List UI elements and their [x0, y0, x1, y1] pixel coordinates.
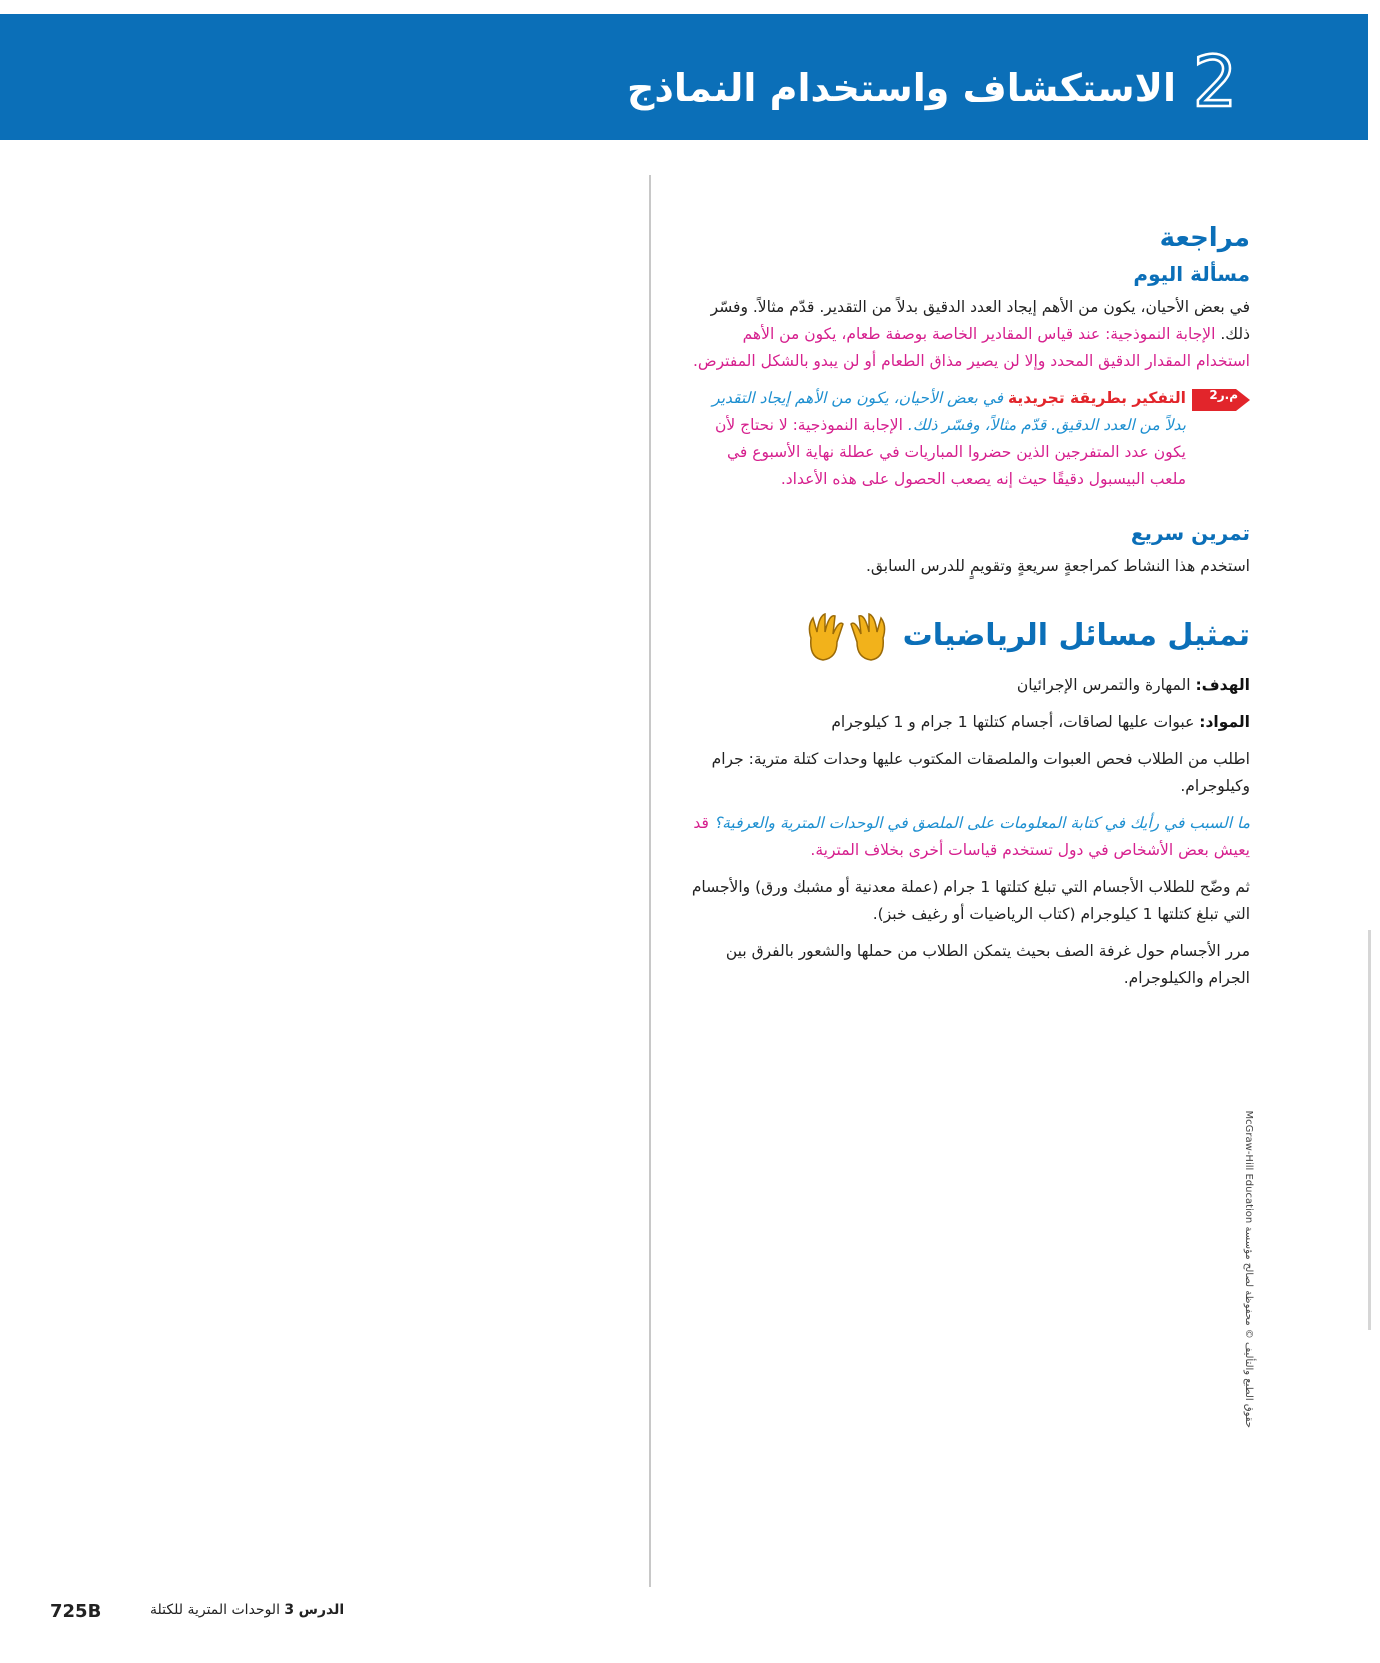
abstract-question: في بعض الأحيان، يكون من الأهم إيجاد التقدير بدلاً من العدد الدقيق. قدّم مثالاً، وفسّر ذلك.: [712, 389, 1186, 434]
page-title: الاستكشاف واستخدام النماذج: [626, 66, 1176, 110]
discussion-question: [690, 810, 1250, 864]
copyright-note: حقوق الطبع والتأليف © محفوظة لصالح مؤسسة McGraw-Hill Education: [1243, 1110, 1254, 1428]
problem-answer: الإجابة النموذجية: عند قياس المقادير الخاصة بوصفة طعام، يكون من الأهم استخدام المقدار الدقيق المحدد وإلا لن يصير مذاق الطعام أو لن يبدو بالشكل المفترض.: [692, 325, 1250, 370]
lesson-label: الدرس: [298, 1602, 345, 1618]
materials-text: عبوات عليها لصاقات، أجسام كتلتها 1 جرام و 1 كيلوجرام: [831, 713, 1195, 731]
problem-of-day-heading: مسألة اليوم: [1133, 262, 1250, 286]
header-band: [0, 14, 1368, 140]
main-column: [690, 222, 1250, 1002]
goal-line: [690, 672, 1250, 699]
lesson-title: الوحدات المترية للكتلة: [150, 1602, 280, 1618]
materials-line: [690, 709, 1250, 736]
page-number: 725B: [50, 1601, 102, 1622]
hands-icon: [801, 608, 893, 664]
edge-line: [1368, 930, 1371, 1330]
column-divider: [649, 175, 651, 1587]
quick-practice-text: استخدم هذا النشاط كمراجعةٍ سريعةٍ وتقويمٍ للدرس السابق.: [865, 557, 1250, 575]
question-answer: قد يعيش بعض الأشخاص في دول تستخدم قياسات أخرى بخلاف المترية.: [693, 814, 1250, 859]
section-heading-row: [690, 608, 1250, 664]
question-text: ما السبب في رأيك في كتابة المعلومات على الملصق في الوحدات المترية والعرفية؟: [713, 814, 1250, 832]
lesson-footer: [150, 1602, 344, 1618]
materials-label: المواد:: [1199, 713, 1250, 731]
abstract-thinking-block: [690, 385, 1250, 493]
problem-text: في بعض الأحيان، يكون من الأهم إيجاد العدد الدقيق بدلاً من التقدير. قدّم مثالاً. وفسّر ذلك.: [710, 298, 1250, 343]
goal-label: الهدف:: [1195, 676, 1250, 694]
mp-badge-label: م.ر2: [1209, 388, 1238, 402]
activity-paragraph-3: مرر الأجسام حول غرفة الصف بحيث يتمكن الطلاب من حملها والشعور بالفرق بين الجرام والكيلوجرام.: [725, 942, 1250, 987]
abstract-label: التفكير بطريقة تجريدية: [1008, 389, 1186, 407]
goal-text: المهارة والتمرس الإجرائيان: [1016, 676, 1191, 694]
abstract-answer: الإجابة النموذجية: لا نحتاج لأن يكون عدد المتفرجين الذين حضروا المباريات في عطلة نهاية الأسبوع في ملعب البيسبول دقيقًا حيث إنه يصعب الحصول على هذه الأعداد.: [715, 416, 1186, 488]
problem-paragraph: [690, 294, 1250, 375]
activity-paragraph-2: ثم وضّح للطلاب الأجسام التي تبلغ كتلتها 1 جرام (عملة معدنية أو مشبك ورق) والأجسام التي تبلغ كتلتها 1 كيلوجرام (كتاب الرياضيات أو رغيف خبز).: [691, 878, 1250, 923]
section-number-text: 2: [1192, 44, 1238, 123]
quick-practice-heading: تمرين سريع: [1130, 521, 1250, 545]
section-heading: تمثيل مسائل الرياضيات: [902, 618, 1250, 653]
section-number: [1190, 44, 1240, 124]
lesson-number: 3: [284, 1602, 295, 1618]
review-heading: مراجعة: [1159, 223, 1250, 253]
activity-paragraph-1: اطلب من الطلاب فحص العبوات والملصقات المكتوب عليها وحدات كتلة مترية: جرام وكيلوجرام.: [711, 750, 1250, 795]
